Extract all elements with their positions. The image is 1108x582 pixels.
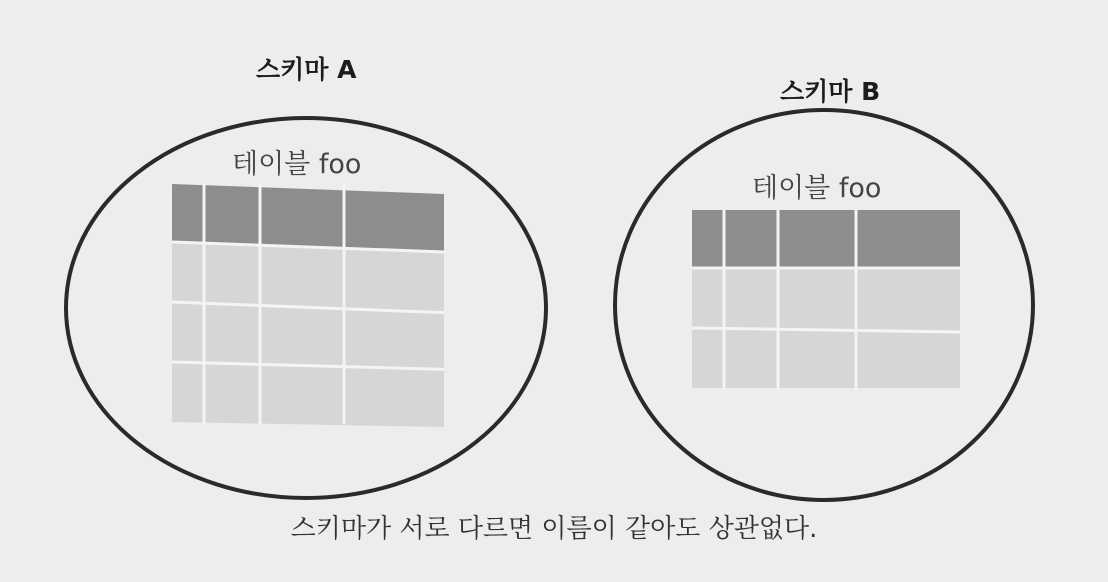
schema-a-label: 스키마 A xyxy=(256,55,357,84)
table-header-row xyxy=(172,184,444,252)
table-body xyxy=(172,242,444,427)
schema-a-table-label: 테이블 foo xyxy=(232,149,362,180)
schema-b-label: 스키마 B xyxy=(780,77,881,106)
caption: 스키마가 서로 다르면 이름이 같아도 상관없다. xyxy=(290,514,818,544)
table-header-row xyxy=(692,210,960,268)
schema-a-table xyxy=(172,184,444,427)
schema-b-table xyxy=(692,210,960,390)
schema-b-table-label: 테이블 foo xyxy=(752,173,882,204)
